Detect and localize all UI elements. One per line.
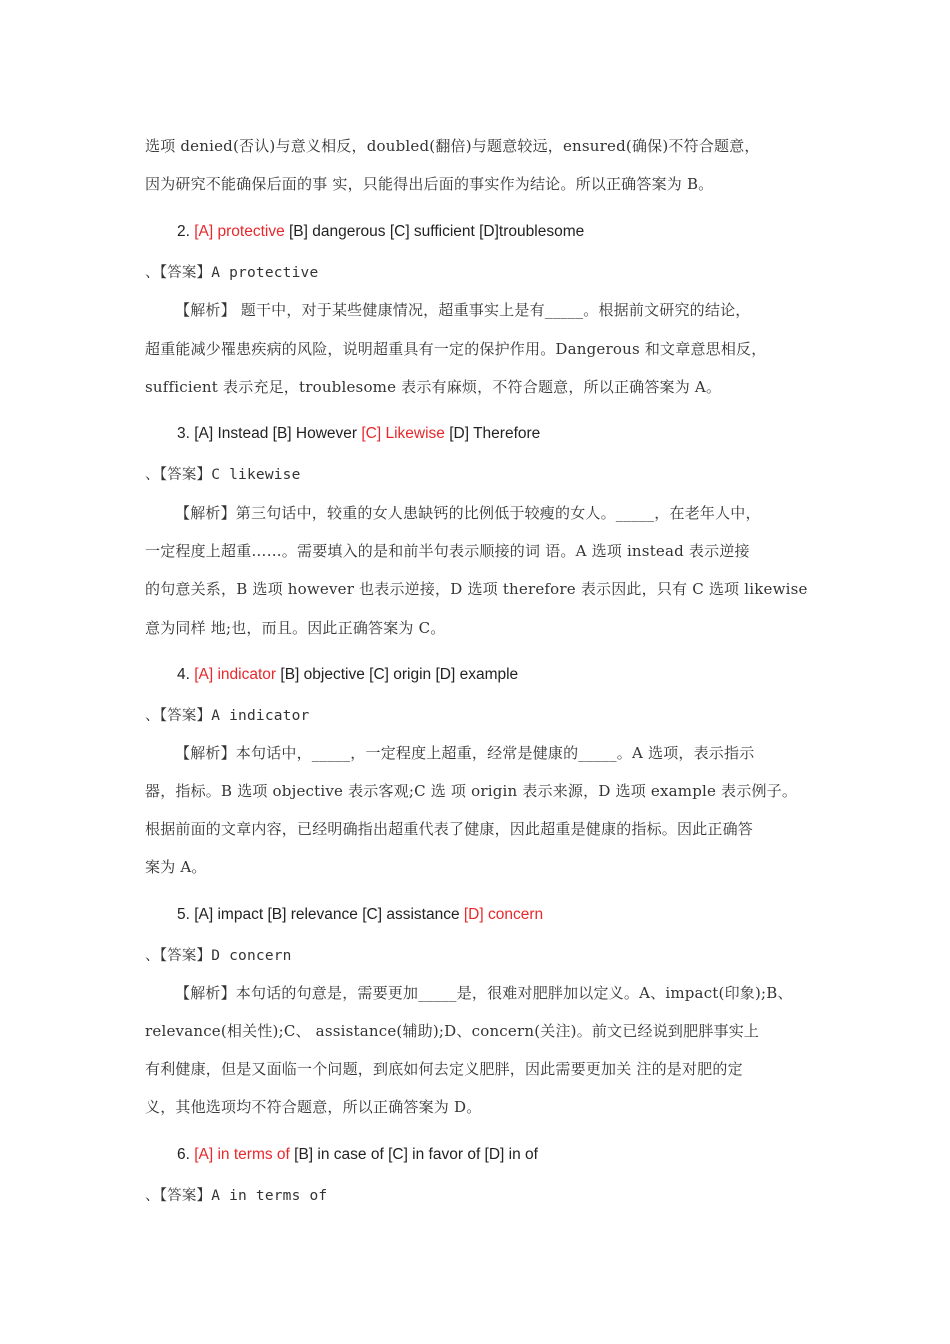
explanation-line: 选项 denied(否认)与意义相反，doubled(翻倍)与题意较远，ensured(确保)不符合题意， [145,137,760,155]
answer-line: 、【答案】A indicator [145,708,310,724]
explanation-line: 超重能减少罹患疾病的风险，说明超重具有一定的保护作用。Dangerous 和文章意思相反， [145,340,767,358]
correct-option: [A] indicator [194,666,277,683]
explanation-line: 意为同样 地;也，而且。因此正确答案为 C。 [145,619,446,637]
explanation-line: 有利健康，但是又面临一个问题，到底如何去定义肥胖，因此需要更加关 注的是对肥的定 [145,1060,743,1078]
explanation-line: 【解析】本句话中，_____，一定程度上超重，经常是健康的_____。A 选项，表示指示 [175,744,755,762]
question-5 [177,905,543,925]
explanation-line: 一定程度上超重……。需要填入的是和前半句表示顺接的词 语。A 选项 instead 表示逆接 [145,542,750,560]
question-6 [177,1145,538,1165]
explanation-line: 【解析】 题干中，对于某些健康情况，超重事实上是有_____。根据前文研究的结论， [175,301,751,319]
explanation-line: sufficient 表示充足，troublesome 表示有麻烦，不符合题意，所以正确答案为 A。 [145,378,722,396]
question-3 [177,424,540,444]
answer-line: 、【答案】C likewise [145,467,301,483]
question-4 [177,665,518,685]
other-options: [B] in case of [C] in favor of [D] in of [289,1146,538,1163]
correct-option: [C] Likewise [361,425,445,442]
correct-option: [A] protective [194,223,289,240]
question-number: 2. [177,223,195,240]
answer-line: 、【答案】D concern [145,948,292,964]
question-number: 6. [177,1146,195,1163]
question-number: 4. [177,666,195,683]
correct-option: [A] in terms of [194,1146,290,1163]
correct-option: [D] concern [463,906,544,923]
explanation-line: 的句意关系，B 选项 however 也表示逆接，D 选项 therefore 表示因此，只有 C 选项 likewise [145,580,808,598]
explanation-line: 根据前面的文章内容，已经明确指出超重代表了健康，因此超重是健康的指标。因此正确答 [145,820,754,838]
explanation-line: 案为 A。 [145,858,207,876]
explanation-line: 器，指标。B 选项 objective 表示客观;C 选 项 origin 表示来源，D 选项 example 表示例子。 [145,782,798,800]
explanation-line: 义，其他选项均不符合题意，所以正确答案为 D。 [145,1098,482,1116]
other-options: [B] dangerous [C] sufficient [D]troublesome [289,223,585,240]
other-options: [D] Therefore [444,425,541,442]
answer-line: 、【答案】A in terms of [145,1188,328,1204]
question-2 [177,222,584,242]
explanation-line: 因为研究不能确保后面的事 实，只能得出后面的事实作为结论。所以正确答案为 B。 [145,175,714,193]
explanation-line: relevance(相关性);C、 assistance(辅助);D、concern(关注)。前文已经说到肥胖事实上 [145,1022,760,1040]
other-options: 5. [A] impact [B] relevance [C] assistance [177,906,464,923]
other-options: [B] objective [C] origin [D] example [276,666,519,683]
other-options: 3. [A] Instead [B] However [177,425,362,442]
answer-line: 、【答案】A protective [145,265,319,281]
explanation-line: 【解析】本句话的句意是，需要更加_____是，很难对肥胖加以定义。A、impact(印象);B、 [175,984,793,1002]
explanation-line: 【解析】第三句话中，较重的女人患缺钙的比例低于较瘦的女人。_____，在老年人中， [175,504,761,522]
